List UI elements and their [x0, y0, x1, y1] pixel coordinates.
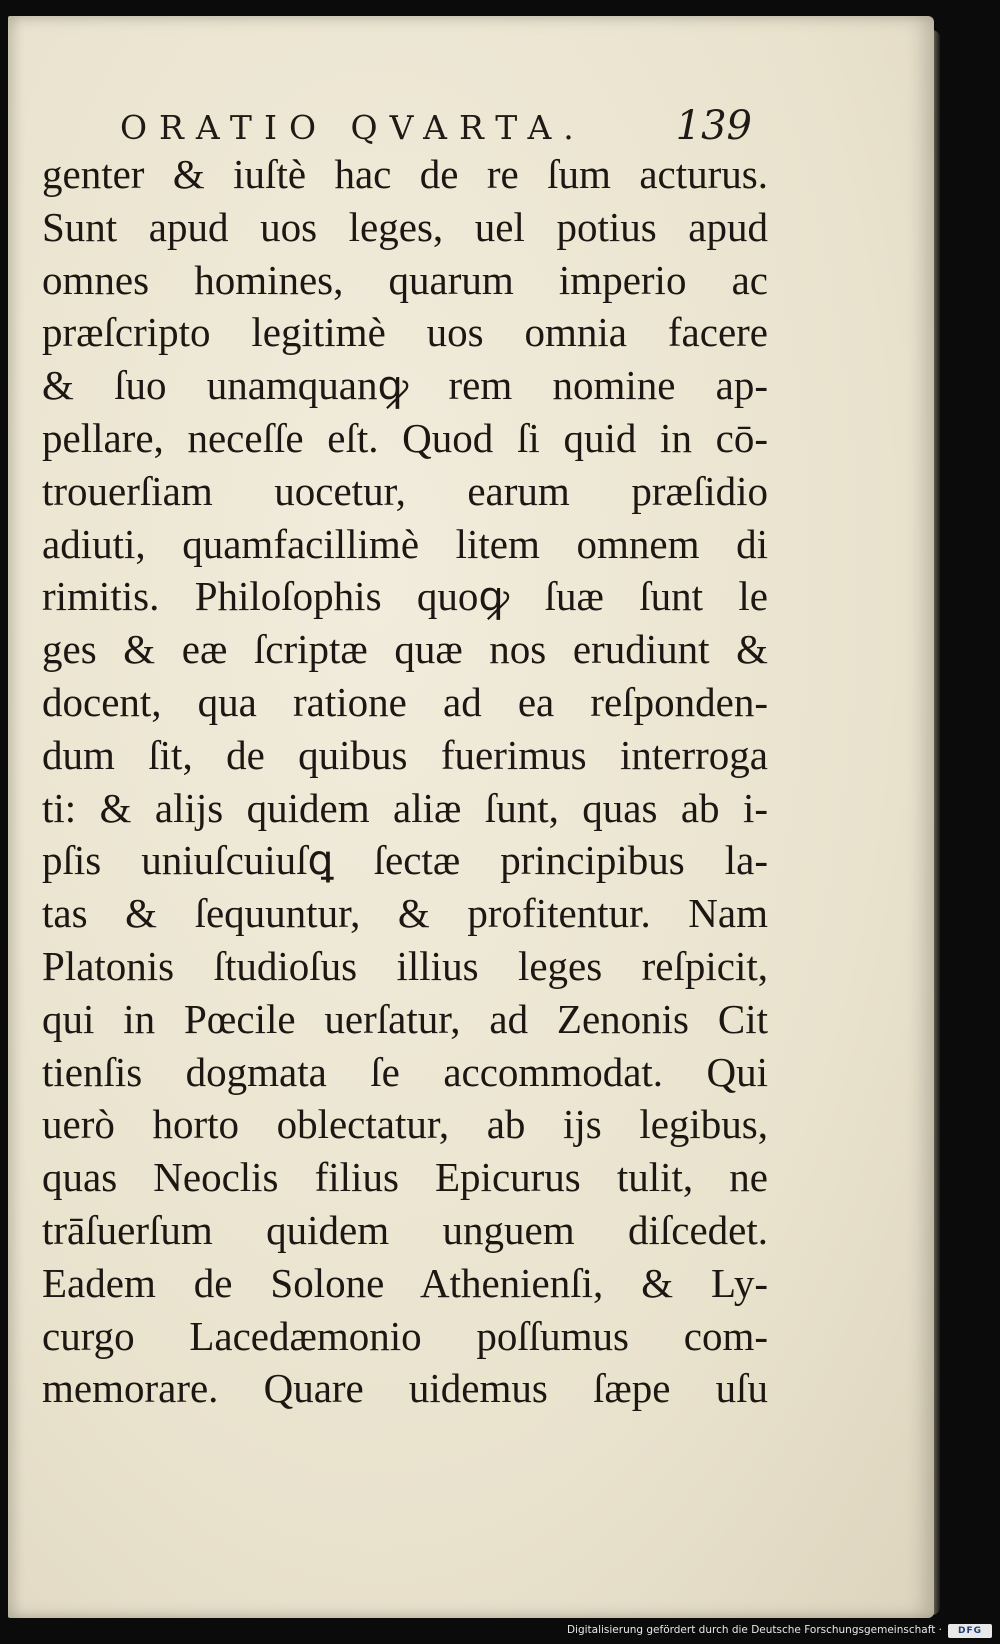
text-line: ti: & alijs quidem aliæ ſunt, quas ab i- [42, 784, 768, 831]
digitization-credit: Digitalisierung gefördert durch die Deutsche Forschungsgemeinschaft · [566, 1624, 942, 1636]
body-text [42, 148, 768, 1415]
text-line: trouerſiam uocetur, earum præſidio [42, 467, 768, 514]
text-line: adiuti, quamfacillimè litem omnem di [42, 520, 768, 567]
text-line: præſcripto legitimè uos omnia facere [42, 309, 768, 356]
text-line: quas Neoclis filius Epicurus tulit, ne [42, 1154, 768, 1201]
text-line: Eadem de Solone Athenienſi, & Ly- [42, 1259, 768, 1306]
page-number: 139 [675, 103, 752, 149]
text-line: docent, qua ratione ad ea reſponden- [42, 678, 768, 725]
text-line: Sunt apud uos leges, uel potius apud [42, 203, 768, 250]
text-line: memorare. Quare uidemus ſæpe uſu [42, 1365, 768, 1412]
dfg-logo: DFG [948, 1624, 992, 1638]
text-line: trāſuerſum quidem unguem diſcedet. [42, 1206, 768, 1253]
text-line: genter & iuſtè hac de re ſum acturus. [42, 151, 768, 197]
text-line: rimitis. Philoſophis quoꝙ ſuæ ſunt le [42, 573, 768, 620]
text-line: tas & ſequuntur, & profitentur. Nam [42, 890, 768, 937]
text-line: omnes homines, quarum imperio ac [42, 256, 768, 303]
text-line: pellare, neceſſe eſt. Quod ſi quid in cō- [42, 414, 768, 461]
text-line: qui in Pœcile uerſatur, ad Zenonis Cit [42, 995, 768, 1042]
text-line: tienſis dogmata ſe accommodat. Qui [42, 1048, 768, 1095]
text-line: curgo Lacedæmonio poſſumus com- [42, 1312, 768, 1359]
text-line: & ſuo unamquanꝙ rem nomine ap- [42, 362, 768, 409]
text-line: pſis uniuſcuiuſꝗ ſectæ principibus la- [42, 837, 768, 884]
running-title: ORATIO QVARTA. [120, 108, 586, 147]
text-line: dum ſit, de quibus fuerimus interroga [42, 731, 768, 778]
text-line: uerò horto oblectatur, ab ijs legibus, [42, 1101, 768, 1148]
text-line: Platonis ſtudioſus illius leges reſpicit, [42, 942, 768, 989]
text-line: ges & eæ ſcriptæ quæ nos erudiunt & [42, 626, 768, 673]
